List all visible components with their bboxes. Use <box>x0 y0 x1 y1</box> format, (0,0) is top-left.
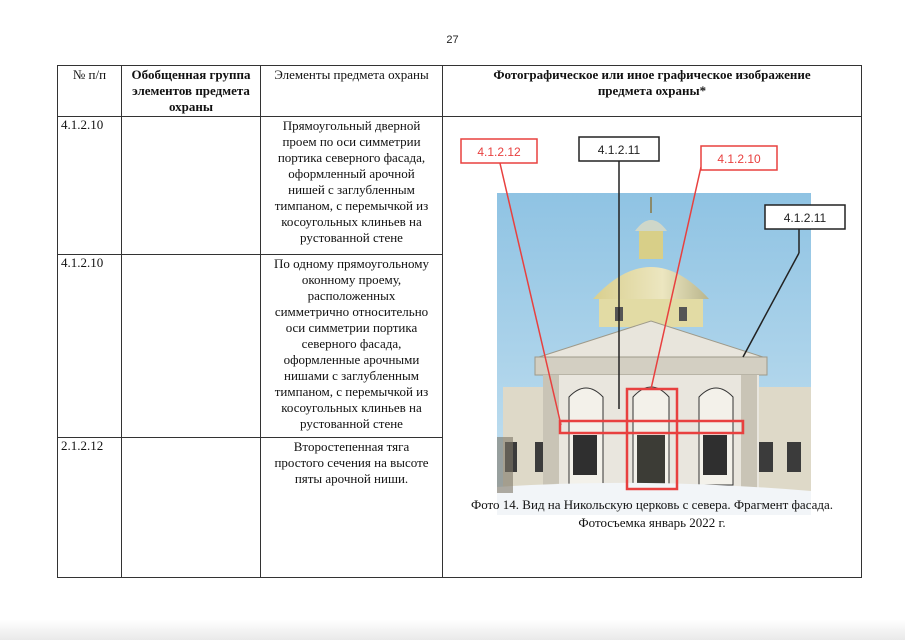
column <box>741 375 757 495</box>
header-image: Фотографическое или иное графическое изображение предмета охраны* <box>443 66 862 117</box>
row-group <box>122 117 261 255</box>
header-elements: Элементы предмета охраны <box>261 66 443 117</box>
header-row <box>58 66 862 117</box>
callout-red <box>701 146 777 170</box>
window <box>573 435 597 475</box>
caption-line-2: Фотосъемка январь 2022 г. <box>578 515 726 530</box>
svg-text:4.1.2.11: 4.1.2.11 <box>597 143 641 157</box>
row-group <box>122 438 261 578</box>
door <box>637 435 665 487</box>
callout-black <box>579 137 659 161</box>
row-number: 4.1.2.10 <box>58 117 122 255</box>
protection-subject-table <box>57 65 862 578</box>
svg-text:4.1.2.11: 4.1.2.11 <box>783 211 827 225</box>
caption-line-1: Фото 14. Вид на Никольскую церковь с севера. Фрагмент фасада. <box>470 497 834 512</box>
row-number: 4.1.2.10 <box>58 255 122 438</box>
header-group: Обобщенная группа элементов предмета охраны <box>122 66 261 117</box>
callout-black <box>765 205 845 229</box>
photo-cell <box>443 117 862 578</box>
page-number: 27 <box>446 34 459 46</box>
row-element: Второстепенная тяга простого сечения на высоте пяты арочной ниши. <box>261 438 443 578</box>
callout-red <box>461 139 537 163</box>
row-element: По одному прямоугольному оконному проему, расположенных симметрично относительно оси симметрии портика северного фасада, оформленные арочными нишами с заглубленным тимпаном, с перемычкой из косоугольных клиньев на рустованной стене <box>261 255 443 438</box>
window <box>703 435 727 475</box>
header-num: № п/п <box>58 66 122 117</box>
row-element: Прямоугольный дверной проем по оси симметрии портика северного фасада, оформленный арочной нишей с заглубленным тимпаном, с перемычкой из косоугольных клиньев на рустованной стене <box>261 117 443 255</box>
svg-text:4.1.2.12: 4.1.2.12 <box>477 145 521 159</box>
entablature <box>535 357 767 375</box>
row-group <box>122 255 261 438</box>
photo-caption <box>443 496 861 532</box>
table-row <box>58 117 862 255</box>
lantern <box>639 229 663 259</box>
svg-text:4.1.2.10: 4.1.2.10 <box>717 152 761 166</box>
column <box>543 375 559 495</box>
page-edge-shadow <box>0 620 905 640</box>
row-number: 2.1.2.12 <box>58 438 122 578</box>
